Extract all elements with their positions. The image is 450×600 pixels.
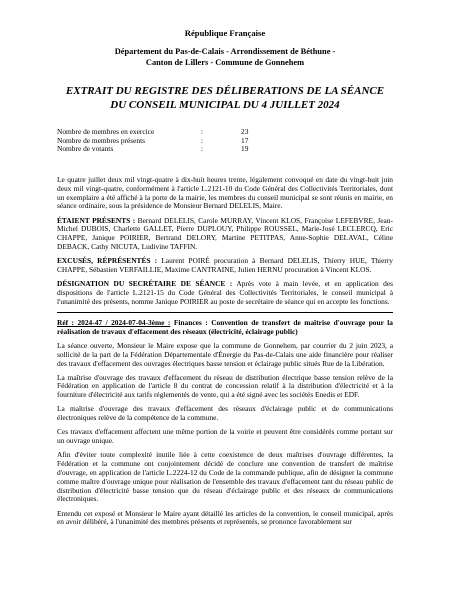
count-row-votants <box>57 145 271 154</box>
body-paragraph-6: Entendu cet exposé et Monsieur le Maire ayant détaillé les articles de la convention, le conseil municipal, après en avoir délibéré, à l'unanimité des membres présents et représentés, se prononce favorablement sur <box>57 508 393 527</box>
count-label: Nombre de membres en exercice <box>57 127 155 136</box>
member-counts <box>57 128 271 154</box>
presents-label: ÉTAIENT PRÉSENTS : <box>57 215 136 225</box>
reference-label: Réf : 2024-47 / 2024-07-04-3ème : <box>57 317 171 327</box>
body-paragraph-4: Ces travaux d'effacement affectent une même portion de la voirie et peuvent être considérés comme portant sur un ouvrage unique. <box>57 427 393 446</box>
count-label: Nombre de votants <box>57 144 114 154</box>
reference-category: Finances : <box>170 317 212 327</box>
document-title <box>0 84 450 112</box>
count-colon: : <box>201 144 204 154</box>
body-paragraph-1: La séance ouverte, Monsieur le Maire expose que la commune de Gonnehem, par courrier du 2 juin 2023, a sollicité de la part de la Fédération Départementale d'Énergie du Pas-de-Calais une aide financière pour réaliser des travaux d'effacement des ouvrages électriques basse tension et éclairage public situés Rue de la Libération. <box>57 340 393 368</box>
body-paragraph-5: Afin d'éviter toute complexité inutile liée à cette coexistence de deux maîtrises d'ouvrage différentes, la Fédération et la commune ont conjointement décidé de conclure une convention de transfert de maîtrise d'ouvrage, en application de l'article L.2224-12 du Code de la commande publique, afin de désigner la commune comme maître d'ouvrage unique pour réalisation de l'ensemble des travaux d'effacement tant du réseau public de distribution d'électricité basse tension que du réseau d'éclairage public et des réseaux de communications électroniques. <box>57 450 393 504</box>
count-value: 17 <box>241 135 249 145</box>
department-line-2: Canton de Lillers - Commune de Gonnehem <box>145 58 305 67</box>
excuses-text: Laurent POIRÉ procuration à Bernard DELELIS, Thierry HUE, Thierry CHAPPE, Sébastien VERFAILLIE, Maxime CANTRAINE, Julien HERNU procuration à Vincent KLOS. <box>57 256 393 274</box>
count-value: 19 <box>241 144 249 154</box>
secretaire-paragraph <box>57 280 393 306</box>
count-colon: : <box>201 135 204 145</box>
republic-heading: République Française <box>184 28 266 38</box>
deliberation-body <box>57 176 393 533</box>
reference-subject: Convention de transfert de maîtrise d'ouvrage pour la réalisation de travaux d'effacement des réseaux (électricité, éclairage public) <box>57 317 393 336</box>
count-colon: : <box>201 127 204 136</box>
title-line-2: DU CONSEIL MUNICIPAL DU 4 JUILLET 2024 <box>110 99 340 111</box>
presents-text: Bernard DELELIS, Carole MURRAY, Vincent KLOS, Françoise LEFEBVRE, Jean-Michel DUBOIS, Charlette GALLET, Pierre DUPLOUY, Philippe ROUSSEL, Marie-José LECLERCQ, Eric CHAPPE, Janique POIRIER, Bertrand DELORY, Martine PETITPAS, Anne-Sophie DELAVAL, Céline DEBACK, Cathy NICUTA, Ludivine TAFFIN. <box>57 215 393 251</box>
title-line-1: EXTRAIT DU REGISTRE DES DÉLIBERATIONS DE LA SÉANCE <box>65 85 385 97</box>
department-heading <box>0 46 450 68</box>
body-paragraph-2: La maîtrise d'ouvrage des travaux d'effacement du réseau de distribution électrique basse tension relève de la Fédération en application de l'article 8 du contrat de concession relatif à la distribution d'électricité et à la fourniture d'électricité aux tarifs réglementés de vente, qui a été signé avec les sociétés Enedis et EDF. <box>57 372 393 400</box>
secretaire-text: Après vote à main levée, et en application des dispositions de l'article L.2121-15 du Code Général des Collectivités Territoriales, le conseil municipal à l'unanimité des présents, nomme Janique POIRIER au poste de secrétaire de séance qui en accepte les fonctions. <box>57 279 393 306</box>
section-divider <box>57 312 393 313</box>
body-paragraph-3: La maîtrise d'ouvrage des travaux d'effacement des réseaux d'éclairage public et de communications électroniques relève de la compétence de la commune. <box>57 404 393 423</box>
presents-paragraph <box>57 217 393 252</box>
excuses-label: EXCUSÉS, RÉPRÉSENTÉS : <box>57 256 158 266</box>
department-line-1: Département du Pas-de-Calais - Arrondissement de Béthune - <box>114 47 336 56</box>
reference-paragraph <box>57 319 393 337</box>
count-label: Nombre de membres présents <box>57 135 146 145</box>
count-value: 23 <box>241 127 249 136</box>
secretaire-label: DÉSIGNATION DU SECRÉTAIRE DE SÉANCE : <box>57 279 233 289</box>
intro-paragraph: Le quatre juillet deux mil vingt-quatre à dix-huit heures trente, légalement convoqué en date du vingt-huit juin deux mil vingt-quatre, conformément à l'article L.2121-10 du Code Général des Collectivités Territoriales, dont un exemplaire a été affiché à la porte de la mairie, les membres du conseil municipal se sont réunis en mairie, en séance ordinaire, sous la présidence de Monsieur Bernard DELELIS, Maire. <box>57 175 393 211</box>
excuses-paragraph <box>57 257 393 275</box>
